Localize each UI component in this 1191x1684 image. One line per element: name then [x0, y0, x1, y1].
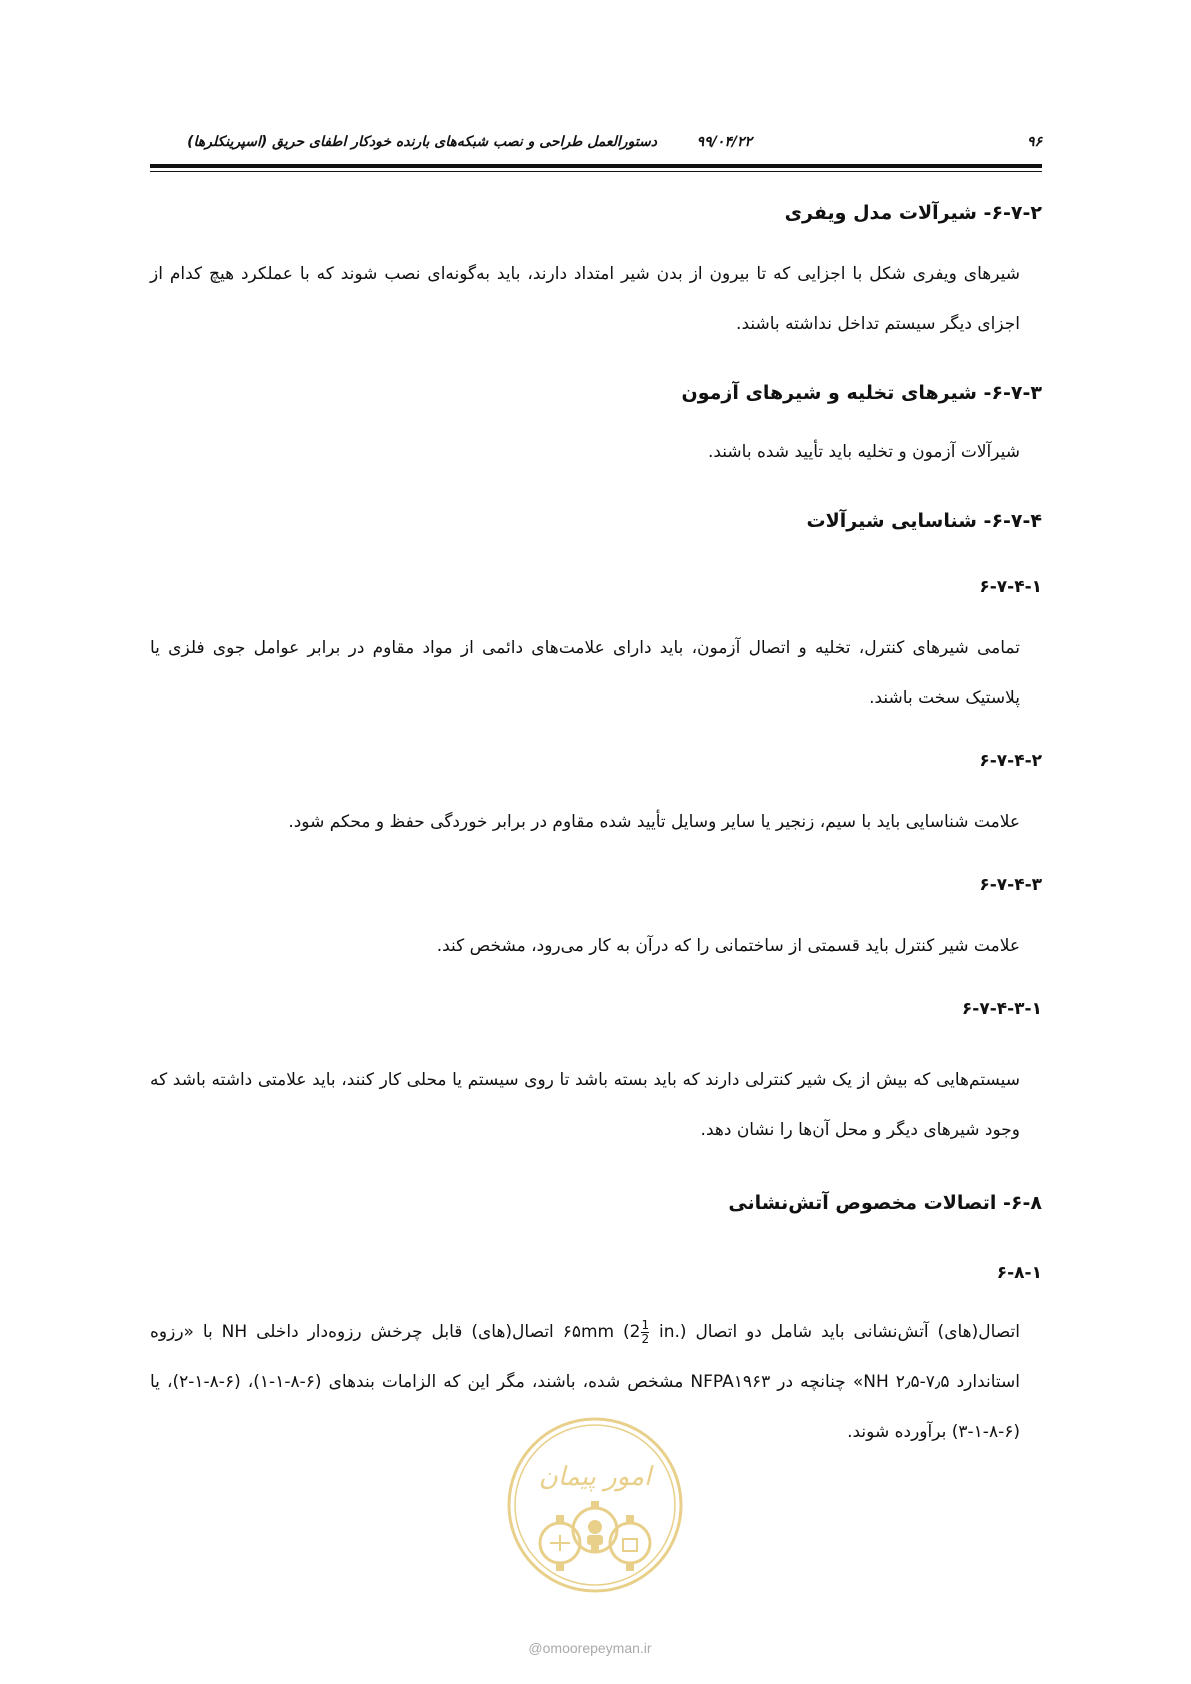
fraction-numerator: 1	[641, 1317, 650, 1332]
section-paragraph: شیرآلات آزمون و تخلیه باید تأیید شده باشند.	[707, 442, 1020, 462]
seal-watermark	[505, 1415, 685, 1595]
page-header	[150, 128, 1042, 158]
section-paragraph: شیرهای ویفری شکل با اجزایی که تا بیرون از بدن شیر امتداد دارند، باید به‌گونه‌ای نصب شوند که با عملکرد هیچ کدام از اجزای دیگر سیستم تداخل نداشته باشند.	[150, 264, 1020, 334]
clause-paragraph: تمامی شیرهای کنترل، تخلیه و اتصال آزمون، باید دارای علامت‌های دائمی از مواد مقاوم در برابر عوامل جوی فلزی یا پلاستیک سخت باشند.	[150, 638, 1020, 708]
clause-number: ۶-۷-۴-۲	[979, 751, 1042, 771]
header-title: دستورالعمل طراحی و نصب شبکه‌های بارنده خودکار اطفای حریق (اسپرینکلرها)	[187, 134, 657, 150]
clause-number: ۶-۷-۴-۳-۱	[961, 999, 1042, 1019]
header-rule-thin	[150, 171, 1042, 172]
clause-number: ۶-۷-۴-۱	[979, 577, 1042, 597]
clause-paragraph: علامت شناسایی باید با سیم، زنجیر یا سایر وسایل تأیید شده مقاوم در برابر خوردگی حفظ و محکم شود.	[288, 812, 1020, 832]
section-heading: ۶-۷-۴- شناسایی شیرآلات	[806, 510, 1042, 532]
section-heading: ۶-۷-۳- شیرهای تخلیه و شیرهای آزمون	[681, 382, 1042, 404]
header-rule-thick	[150, 164, 1042, 168]
section-heading: ۶-۸- اتصالات مخصوص آتش‌نشانی	[728, 1192, 1042, 1214]
clause-number: ۶-۷-۴-۳	[979, 875, 1042, 895]
clause-text-part: in.) اتصال(های) قابل چرخش رزوه‌دار داخلی NH با «رزوه استاندارد NH ۲٫۵-۷٫۵» چنانچه در NFPA۱۹۶۳ مشخص شده، باشند، مگر این که الزامات بندهای (۶-۸-۱-۱)، (۶-۸-۱-۲)، یا (۶-۸-۱-۳) برآورده شوند.	[150, 1322, 1021, 1442]
page-body	[150, 195, 1042, 1457]
clause-text-part: اتصال(های) آتش‌نشانی باید شامل دو اتصال ۶۵mm (	[562, 1322, 1021, 1342]
fraction-whole: 2	[629, 1322, 641, 1342]
seal-text: امور پیمان	[538, 1462, 652, 1492]
page-number: ۹۶	[1026, 134, 1042, 150]
fraction	[641, 1319, 649, 1346]
clause-paragraph: سیستم‌هایی که بیش از یک شیر کنترلی دارند که باید بسته باشد تا روی سیستم یا محلی کار کنند، باید علامتی داشته باشد که وجود شیرهای دیگر و محل آن‌ها را نشان دهد.	[150, 1070, 1020, 1140]
header-date: ۹۹/۰۴/۲۲	[696, 134, 752, 150]
section-heading: ۶-۷-۲- شیرآلات مدل ویفری	[784, 202, 1042, 224]
clause-paragraph: علامت شیر کنترل باید قسمتی از ساختمانی را که درآن به کار می‌رود، مشخص کند.	[436, 936, 1020, 956]
watermark-url: @omoorepeyman.ir	[528, 1640, 652, 1656]
fraction-denominator: 2	[641, 1331, 650, 1346]
clause-number: ۶-۸-۱	[996, 1263, 1042, 1283]
